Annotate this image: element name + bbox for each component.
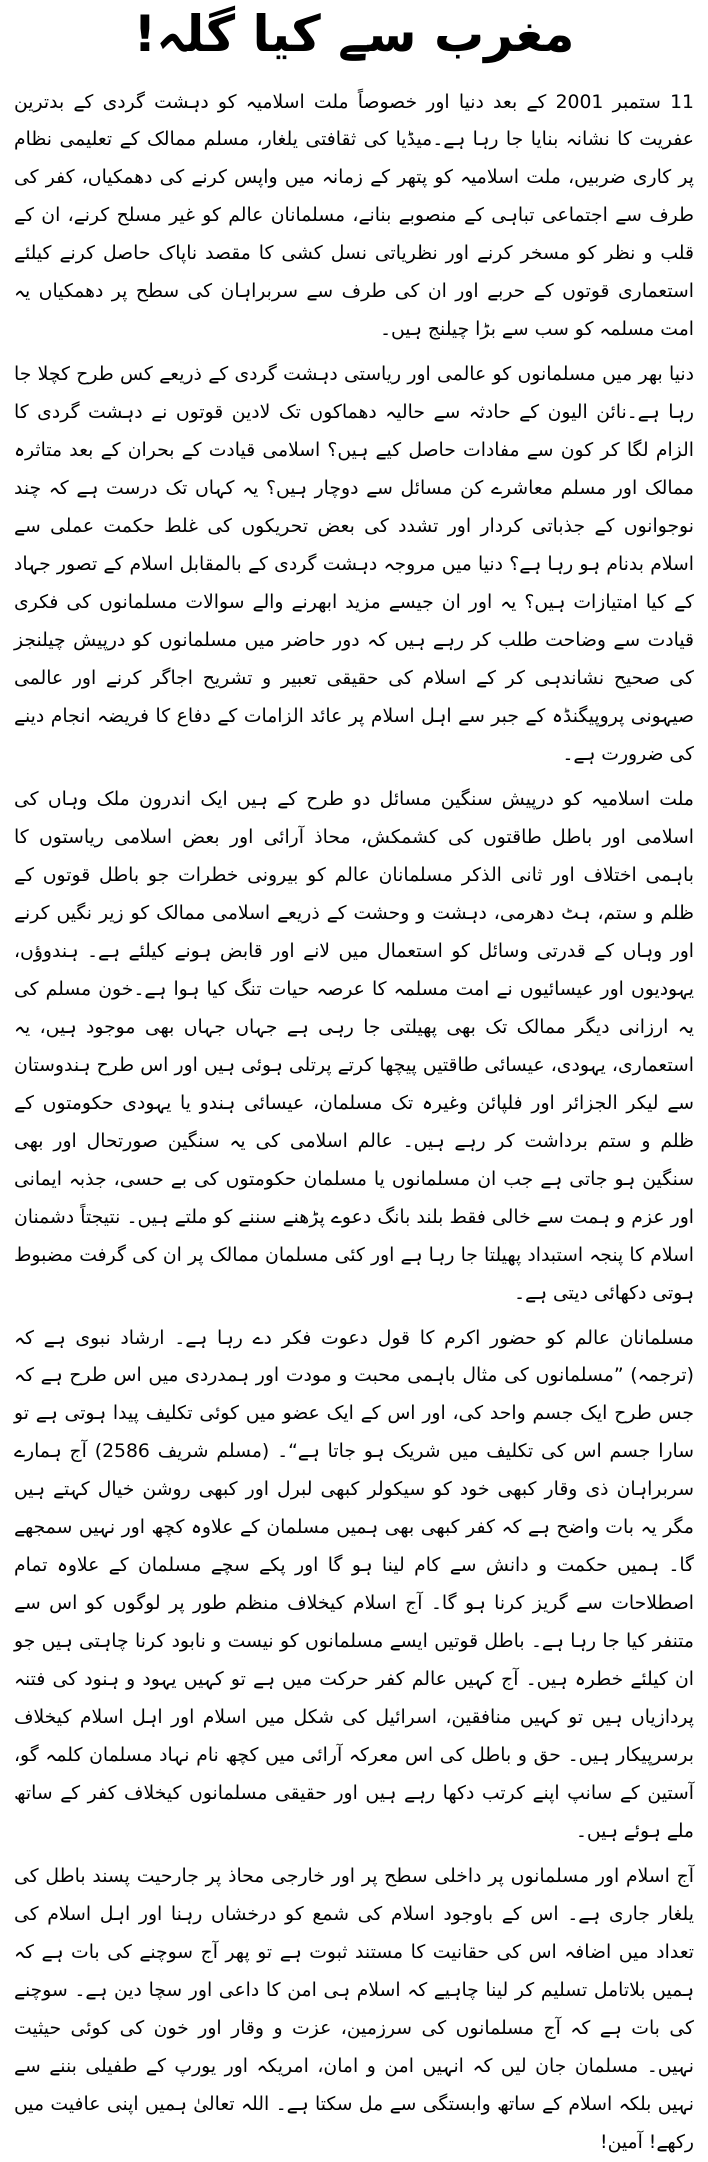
article-paragraph-1: 11 ستمبر 2001 کے بعد دنیا اور خصوصاً ملت اسلامیہ کو دہشت گردی کے بدترین عفریت کا نشانہ بنایا جا رہا ہے۔میڈیا کی ثقافتی یلغار، مسلم ممالک کے تعلیمی نظام پر کاری ضربیں، ملت اسلامیہ کو پتھر کے زمانہ میں واپس کرنے کی دھمکیاں، کفر کی طرف سے اجتماعی تباہی کے منصوبے بنانے، مسلمانان عالم کو غیر مسلح کرنے، ان کے قلب و نظر کو مسخر کرنے اور نظریاتی نسل کشی کا مقصد ناپاک حاصل کرنے کیلئے استعماری قوتوں کے حربے اور ان کی طرف سے سربراہان کی سطح پر دھمکیاں یہ امت مسلمہ کو سب سے بڑا چیلنج ہیں۔ — [14, 91, 694, 341]
article-paragraph-5: آج اسلام اور مسلمانوں پر داخلی سطح پر اور خارجی محاذ پر جارحیت پسند باطل کی یلغار جاری ہے۔ اس کے باوجود اسلام کی شمع کو درخشاں رہنا اور اہل اسلام کی تعداد میں اضافہ اس کی حقانیت کا مستند ثبوت ہے تو پھر آج سوچنے کی بات ہے کہ ہمیں بلاتامل تسلیم کر لینا چاہیے کہ اسلام ہی امن کا داعی اور سچا دین ہے۔ سوچنے کی بات ہے کہ آج مسلمانوں کی سرزمین، عزت و وقار اور خون کی کوئی حیثیت نہیں۔ مسلمان جان لیں کہ انہیں امن و امان، امریکہ اور یورپ کے طفیلی بننے سے نہیں بلکہ اسلام کے ساتھ وابستگی سے مل سکتا ہے۔ اللہ تعالیٰ ہمیں اپنی عافیت میں رکھے! آمین! — [14, 1866, 694, 2153]
article-paragraph-3: ملت اسلامیہ کو درپیش سنگین مسائل دو طرح کے ہیں ایک اندرون ملک وہاں کی اسلامی اور باطل طاقتوں کی کشمکش، محاذ آرائی اور بعض اسلامی ریاستوں کا باہمی اختلاف اور ثانی الذکر مسلمانان عالم کو بیرونی خطرات جو باطل قوتوں کے ظلم و ستم، ہٹ دھرمی، دہشت و وحشت کے ذریعے اسلامی ممالک کو زیر نگیں کرنے اور وہاں کے قدرتی وسائل کو استعمال میں لانے اور قابض ہونے کیلئے ہے۔ ہندوؤں، یہودیوں اور عیسائیوں نے امت مسلمہ کا عرصہ حیات تنگ کیا ہوا ہے۔خون مسلم کی یہ ارزانی دیگر ممالک تک بھی پھیلتی جا رہی ہے جہاں جہاں بھی موجود ہیں، یہ استعماری، یہودی، عیسائی طاقتیں پیچھا کرتے پرتلی ہوئی ہیں اور اس طرح ہندوستان سے لیکر الجزائر اور فلپائن وغیرہ تک مسلمان، عیسائی ہندو یا یہودی حکومتوں کے ظلم و ستم برداشت کر رہے ہیں۔ عالم اسلامی کی یہ سنگین صورتحال اور بھی سنگین ہو جاتی ہے جب ان مسلمانوں یا مسلمان حکومتوں کی بے حسی، جذبہ ایمانی اور عزم و ہمت سے خالی فقط بلند بانگ دعوے پڑھنے سننے کو ملتے ہیں۔ نتیجتاً دشمنان اسلام کا پنجہ استبداد پھیلتا جا رہا ہے اور کئی مسلمان ممالک پر ان کی گرفت مضبوط ہوتی دکھائی دیتی ہے۔ — [14, 788, 694, 1304]
article-paragraph-2: دنیا بھر میں مسلمانوں کو عالمی اور ریاستی دہشت گردی کے ذریعے کس طرح کچلا جا رہا ہے۔نائن الیون کے حادثہ سے حالیہ دھماکوں تک لادین قوتوں نے دہشت گردی کا الزام لگا کر کون سے مفادات حاصل کیے ہیں؟ اسلامی قیادت کے بحران کے بعد متاثرہ ممالک اور مسلم معاشرے کن مسائل سے دوچار ہیں؟ یہ کہاں تک درست ہے کہ چند نوجوانوں کے جذباتی کردار اور تشدد کی بعض تحریکوں کی غلط حکمت عملی سے اسلام بدنام ہو رہا ہے؟ دنیا میں مروجہ دہشت گردی کے بالمقابل اسلام کے تصور جہاد کے کیا امتیازات ہیں؟ یہ اور ان جیسے مزید ابھرنے والے سوالات مسلمانوں کی فکری قیادت سے وضاحت طلب کر رہے ہیں کہ دور حاضر میں مسلمانوں کو درپیش چیلنجز کی صحیح نشاندہی کر کے اسلام کی حقیقی تعبیر و تشریح اجاگر کرنے اور عالمی صیہونی پروپیگنڈہ کے جبر سے اہل اسلام پر عائد الزامات کے دفاع کا فریضہ انجام دینے کی ضرورت ہے۔ — [14, 364, 694, 765]
article-paragraph-4: مسلمانان عالم کو حضور اکرم کا قول دعوت فکر دے رہا ہے۔ ارشاد نبوی ہے کہ (ترجمہ) ”مسلمانوں کی مثال باہمی محبت و مودت اور ہمدردی میں اس طرح ہے کہ جس طرح ایک جسم واحد کی، اور اس کے ایک عضو میں کوئی تکلیف پیدا ہوتی ہے تو سارا جسم اس کی تکلیف میں شریک ہو جاتا ہے“۔ (مسلم شریف 2586) آج ہمارے سربراہان ذی وقار کبھی خود کو سیکولر کبھی لبرل اور کبھی روشن خیال کہتے ہیں مگر یہ بات واضح ہے کہ کفر کبھی بھی ہمیں مسلمان کے علاوہ کچھ اور نہیں سمجھے گا۔ ہمیں حکمت و دانش سے کام لینا ہو گا اور پکے سچے مسلمان کے علاوہ تمام اصطلاحات سے گریز کرنا ہو گا۔ آج اسلام کیخلاف منظم طور پر لوگوں کو اس سے متنفر کیا جا رہا ہے۔ باطل قوتیں ایسے مسلمانوں کو نیست و نابود کرنا چاہتی ہیں جو ان کیلئے خطرہ ہیں۔ آج کہیں عالم کفر حرکت میں ہے تو کہیں یہود و ہنود کی فتنہ پردازیاں ہیں تو کہیں منافقین، اسرائیل کی شکل میں اسلام اور اہل اسلام کیخلاف برسرپیکار ہیں۔ حق و باطل کی اس معرکہ آرائی میں کچھ نام نہاد مسلمان کلمہ گو، آستین کے سانپ اپنے کرتب دکھا رہے ہیں اور حقیقی مسلمانوں کیخلاف کفر کے ساتھ ملے ہوئے ہیں۔ — [14, 1327, 694, 1843]
article-title: مغرب سے کیا گلہ! — [133, 5, 575, 63]
